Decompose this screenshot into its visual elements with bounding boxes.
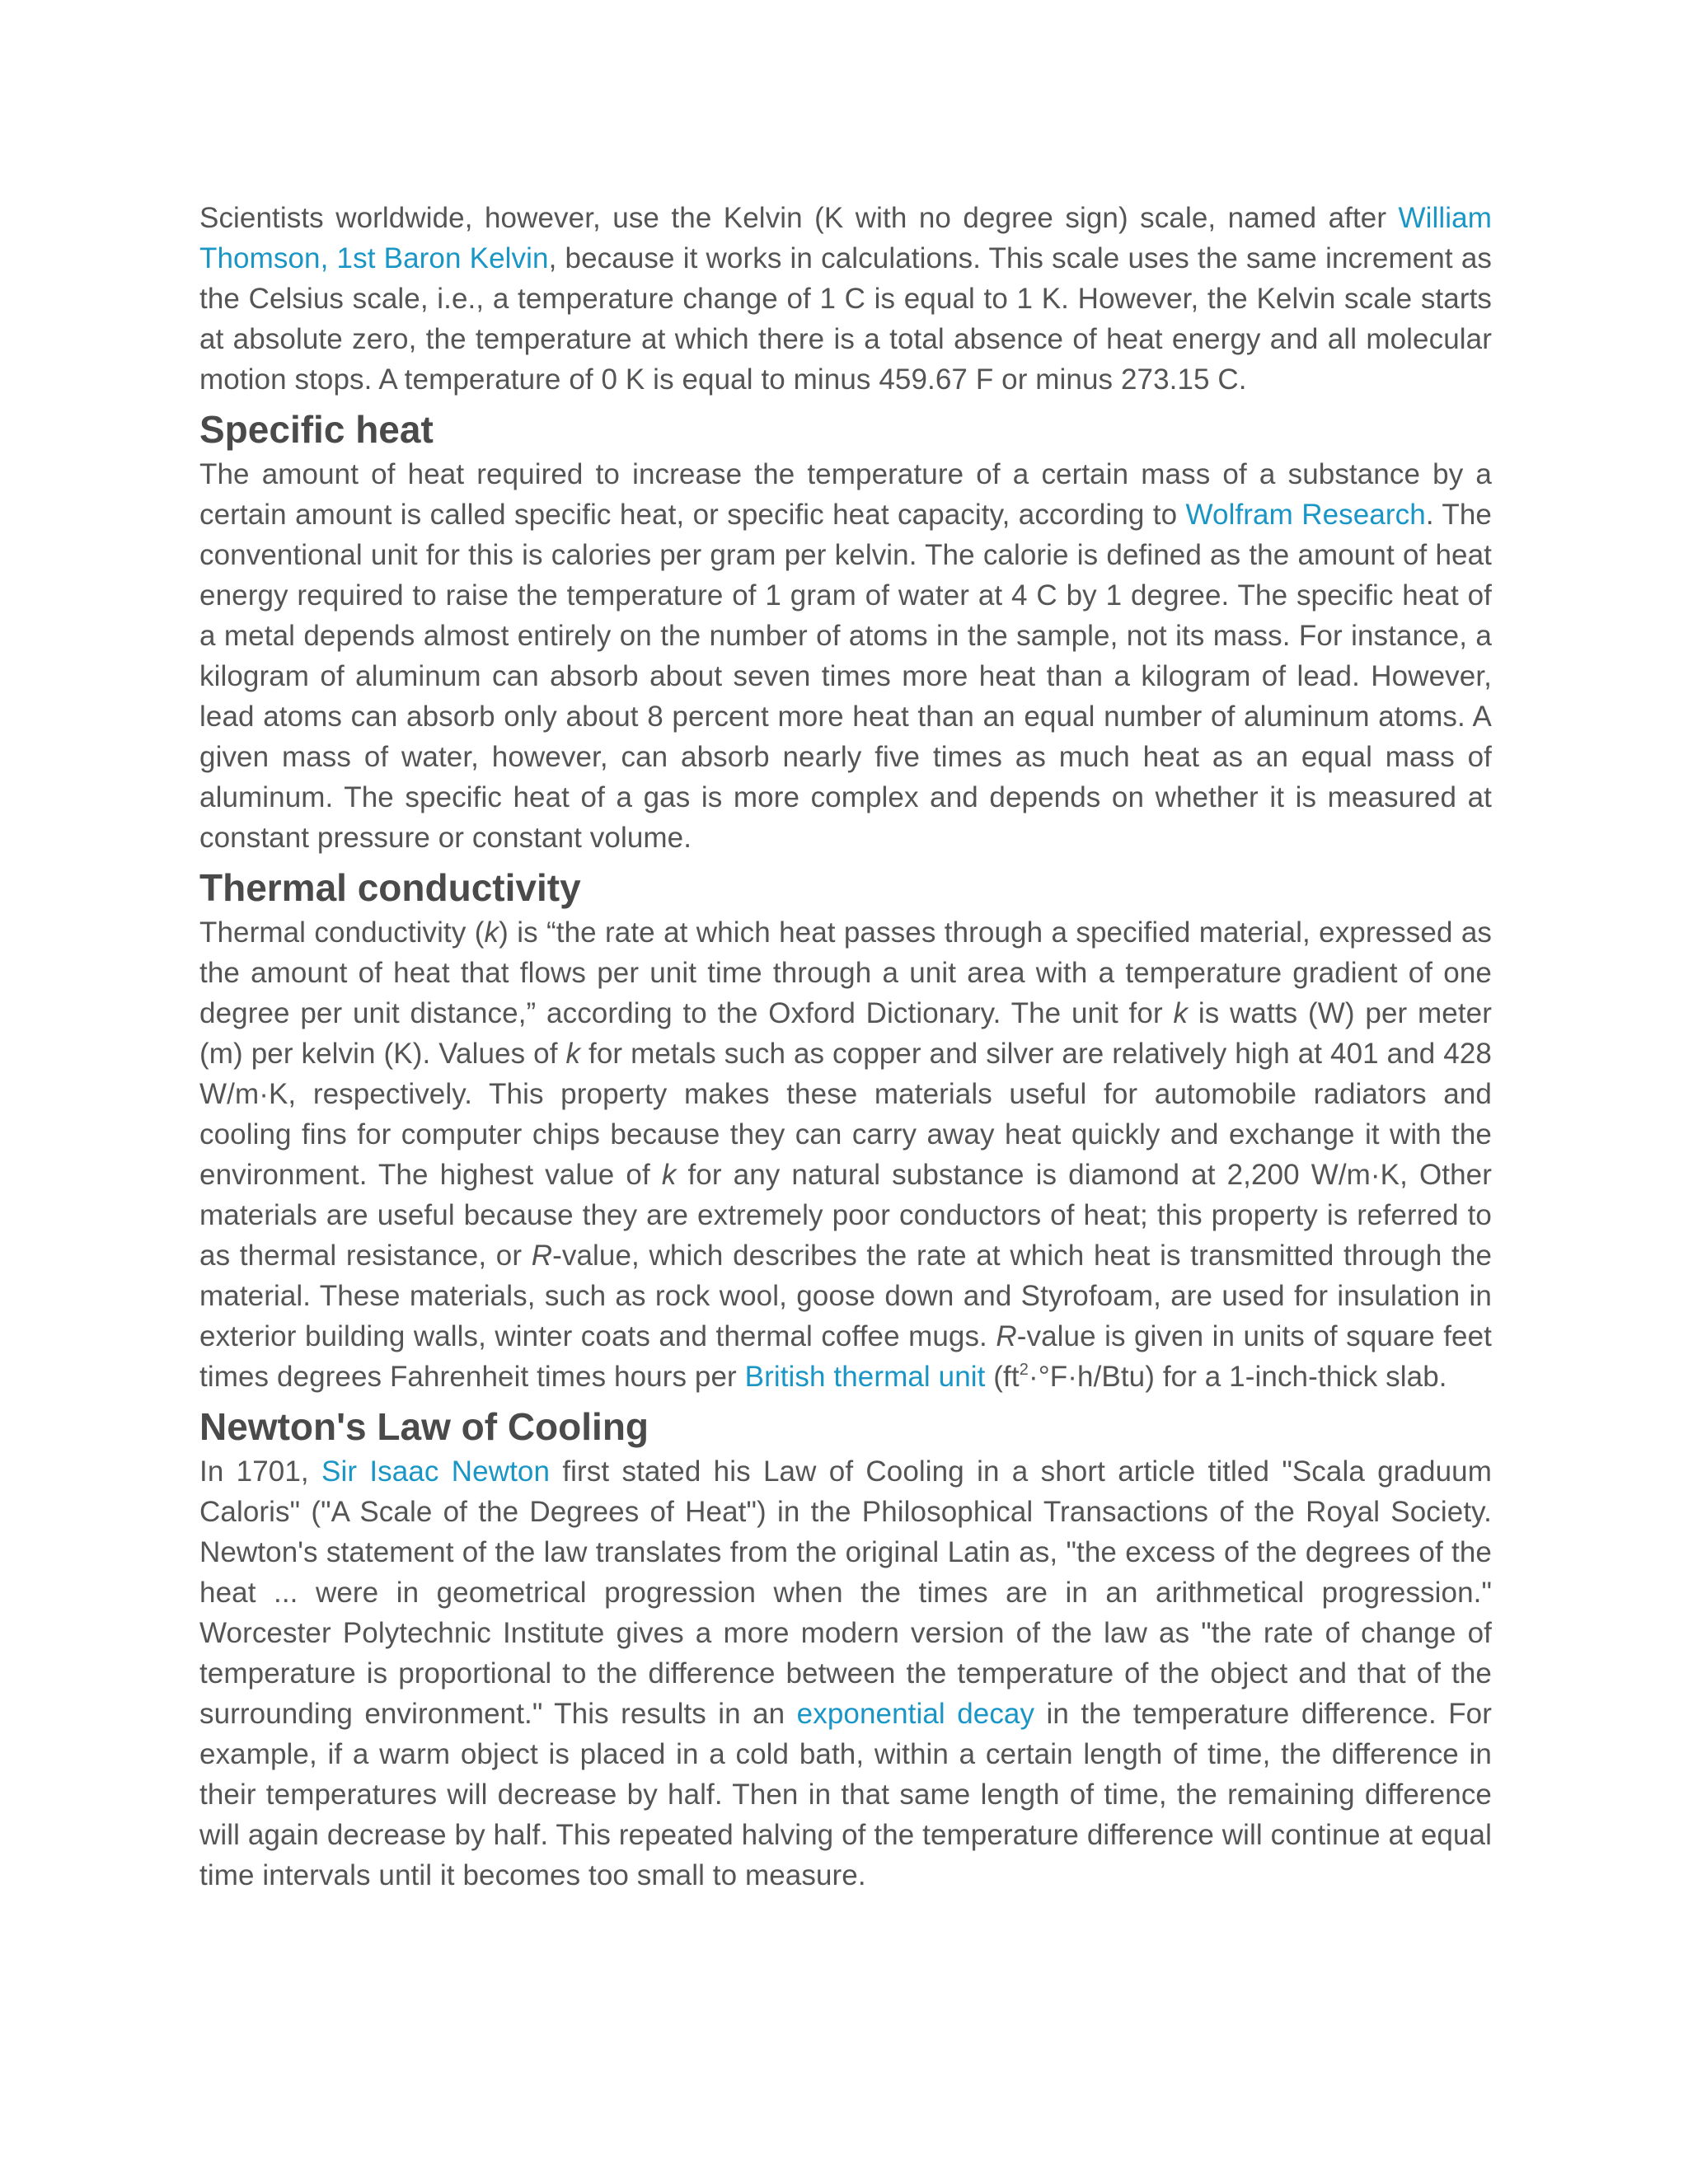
- newtons-law-paragraph: [199, 1451, 1492, 1896]
- text-run: In 1701,: [199, 1455, 322, 1488]
- text-run: Thermal conductivity (: [199, 916, 485, 949]
- text-run: , because it works in calculations. This scale uses the same increment as the Celsius scale, i.e., a temperature change of 1 C is equal to 1 K. However, the Kelvin scale starts at absolute zero, the temperature at which there is a total absence of heat energy and all molecular motion stops. A temperature of 0 K is equal to minus 459.67 F or minus 273.15 C.: [199, 242, 1492, 396]
- text-run: ·°F·h/Btu) for a 1-inch-thick slab.: [1028, 1361, 1447, 1393]
- thermal-conductivity-heading: Thermal conductivity: [199, 866, 581, 909]
- text-run: Scientists worldwide, however, use the Kelvin (K with no degree sign) scale, named after: [199, 202, 1399, 234]
- specific-heat-paragraph: [199, 454, 1492, 858]
- british-thermal-unit-link[interactable]: British thermal unit: [744, 1361, 986, 1393]
- text-run: The amount of heat required to increase the temperature of a certain mass of a substance by a certain amount is called specific heat, or specific heat capacity, according to: [199, 458, 1492, 531]
- text-run: for metals such as copper and silver are relatively high at 401 and 428 W/m·K, respectively. This property makes these materials useful for automobile radiators and cooling fins for computer chips because they can carry away heat quickly and exchange it with the environment. The highest value of: [199, 1038, 1492, 1191]
- text-run: ) is “the rate at which heat passes through a specified material, expressed as the amount of heat that flows per unit time through a unit area with a temperature gradient of one degree per unit distance,” according to the Oxford Dictionary. The unit for: [199, 916, 1493, 1029]
- r-symbol: R: [531, 1240, 553, 1272]
- superscript: 2: [1019, 1361, 1029, 1379]
- text-run: in the temperature difference. For example, if a warm object is placed in a cold bath, within a certain length of time, the difference in their temperatures will decrease by half. Then in that same length of time, the remaining difference will again decrease by half. This repeated halving of the temperature difference will continue at equal time intervals until it becomes too small to measure.: [199, 1698, 1492, 1891]
- article-page: [199, 198, 1492, 1896]
- text-run: (ft: [985, 1361, 1020, 1393]
- text-run: . The conventional unit for this is calories per gram per kelvin. The calorie is defined as the amount of heat energy required to raise the temperature of 1 gram of water at 4 C by 1 degree. The specific heat of a metal depends almost entirely on the number of atoms in the sample, not its mass. For instance, a kilogram of aluminum can absorb about seven times more heat than a kilogram of lead. However, lead atoms can absorb only about 8 percent more heat than an equal number of aluminum atoms. A given mass of water, however, can absorb nearly five times as much heat as an equal mass of aluminum. The specific heat of a gas is more complex and depends on whether it is measured at constant pressure or constant volume.: [199, 499, 1492, 854]
- k-symbol: k: [565, 1038, 581, 1070]
- k-symbol: k: [661, 1159, 677, 1191]
- kelvin-paragraph: [199, 198, 1492, 400]
- text-run: for any natural substance is diamond at 2,200 W/m·K, Other materials are useful because they are extremely poor conductors of heat; this property is referred to as thermal resistance, or: [199, 1159, 1493, 1272]
- wolfram-research-link[interactable]: Wolfram Research: [1185, 499, 1426, 531]
- isaac-newton-link[interactable]: Sir Isaac Newton: [321, 1455, 551, 1488]
- text-run: -value is given in units of square feet times degrees Fahrenheit times hours per: [199, 1320, 1492, 1393]
- exponential-decay-link[interactable]: exponential decay: [796, 1698, 1035, 1730]
- specific-heat-heading: Specific heat: [199, 408, 434, 451]
- r-symbol: R: [996, 1320, 1017, 1352]
- william-thomson-link[interactable]: William Thomson, 1st Baron Kelvin: [199, 202, 1492, 274]
- k-symbol: k: [1173, 997, 1189, 1029]
- text-run: first stated his Law of Cooling in a short article titled "Scala graduum Caloris" ("A Scale of the Degrees of Heat") in the Philosophical Transactions of the Royal Society. Newton's statement of the law translates from the original Latin as, "the excess of the degrees of the heat ... were in geometrical progression when the times are in an arithmetical progression." Worcester Polytechnic Institute gives a more modern version of the law as "the rate of change of temperature is proportional to the difference between the temperature of the object and that of the surrounding environment." This results in an: [199, 1455, 1493, 1730]
- newtons-law-heading: Newton's Law of Cooling: [199, 1405, 649, 1448]
- text-run: is watts (W) per meter (m) per kelvin (K). Values of: [199, 997, 1492, 1070]
- thermal-conductivity-paragraph: [199, 912, 1492, 1397]
- k-symbol: k: [484, 916, 499, 949]
- text-run: -value, which describes the rate at which heat is transmitted through the material. These materials, such as rock wool, goose down and Styrofoam, are used for insulation in exterior building walls, winter coats and thermal coffee mugs.: [199, 1240, 1493, 1352]
